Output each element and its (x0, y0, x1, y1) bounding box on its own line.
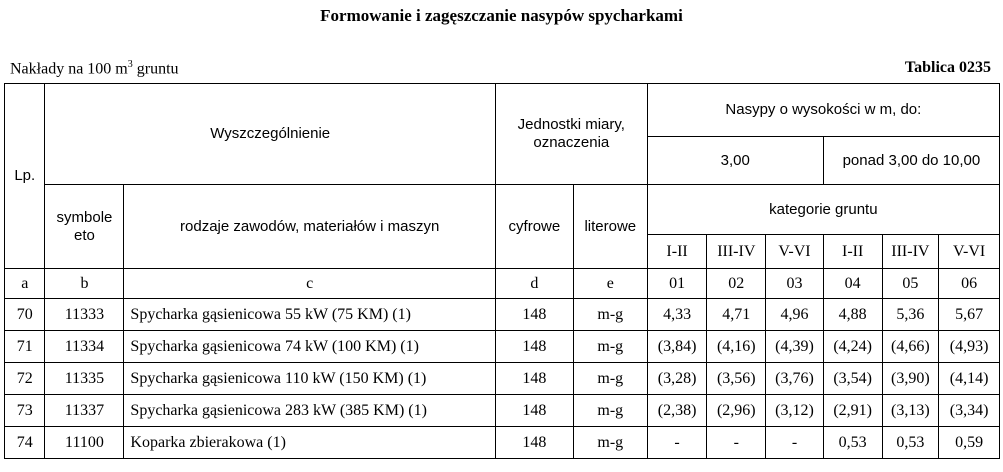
cell-lp: 72 (5, 363, 45, 395)
cell-value: (2,91) (823, 395, 882, 427)
units-caption (10, 59, 179, 78)
cell-unit-code: 148 (495, 299, 573, 331)
header-rodzaje: rodzaje zawodów, materiałów i maszyn (124, 185, 495, 269)
cell-value: (2,38) (647, 395, 707, 427)
header-kategorie: kategorie gruntu (647, 185, 999, 235)
column-letter: b (45, 269, 124, 299)
table-row (5, 363, 1000, 395)
column-letter: d (495, 269, 573, 299)
header-nasypy: Nasypy o wysokości w m, do: (647, 84, 999, 137)
cell-lp: 70 (5, 299, 45, 331)
cell-value: (4,66) (882, 331, 939, 363)
cell-value: - (707, 427, 766, 459)
cell-value: 4,33 (647, 299, 707, 331)
cell-value: 0,59 (939, 427, 1000, 459)
cell-name: Spycharka gąsienicowa 74 kW (100 KM) (1) (124, 331, 495, 363)
column-letter: 04 (823, 269, 882, 299)
cell-value: (3,90) (882, 363, 939, 395)
column-letter-row (5, 269, 1000, 299)
cell-unit: m-g (573, 299, 647, 331)
cell-name: Spycharka gąsienicowa 110 kW (150 KM) (1) (124, 363, 495, 395)
cell-unit: m-g (573, 427, 647, 459)
cell-lp: 74 (5, 427, 45, 459)
cell-unit: m-g (573, 363, 647, 395)
cell-value: (3,34) (939, 395, 1000, 427)
table-row (5, 427, 1000, 459)
cell-value: 4,96 (766, 299, 824, 331)
cell-symbol: 11335 (45, 363, 124, 395)
cell-value: (3,56) (707, 363, 766, 395)
header-height-2: ponad 3,00 do 10,00 (823, 137, 999, 185)
cell-name: Spycharka gąsienicowa 283 kW (385 KM) (1) (124, 395, 495, 427)
cell-value: 5,36 (882, 299, 939, 331)
cell-lp: 71 (5, 331, 45, 363)
column-letter: 05 (882, 269, 939, 299)
cell-value: 4,88 (823, 299, 882, 331)
header-category: III-IV (707, 235, 766, 269)
cell-lp: 73 (5, 395, 45, 427)
cell-unit-code: 148 (495, 427, 573, 459)
header-height-1: 3,00 (647, 137, 823, 185)
table-row (5, 331, 1000, 363)
header-wyszczegolnienie: Wyszczególnienie (45, 84, 495, 185)
cell-value: - (647, 427, 707, 459)
column-letter: 02 (707, 269, 766, 299)
cell-unit-code: 148 (495, 363, 573, 395)
cell-value: 0,53 (823, 427, 882, 459)
header-cyfrowe: cyfrowe (495, 185, 573, 269)
cell-value: (4,16) (707, 331, 766, 363)
cell-symbol: 11334 (45, 331, 124, 363)
header-category: I-II (647, 235, 707, 269)
cell-value: (3,13) (882, 395, 939, 427)
header-literowe: literowe (573, 185, 647, 269)
cell-name: Koparka zbierakowa (1) (124, 427, 495, 459)
cell-symbol: 11333 (45, 299, 124, 331)
cell-value: - (766, 427, 824, 459)
cell-symbol: 11100 (45, 427, 124, 459)
header-symbole: symbole eto (45, 185, 124, 269)
cell-value: (2,96) (707, 395, 766, 427)
column-letter: c (124, 269, 495, 299)
cell-value: (4,93) (939, 331, 1000, 363)
cell-value: (3,28) (647, 363, 707, 395)
cell-unit: m-g (573, 331, 647, 363)
column-letter: e (573, 269, 647, 299)
cell-value: (3,76) (766, 363, 824, 395)
cell-unit-code: 148 (495, 331, 573, 363)
cell-value: 0,53 (882, 427, 939, 459)
document-title: Formowanie i zagęszczanie nasypów spycharkami (320, 6, 683, 25)
table-row (5, 299, 1000, 331)
cell-unit: m-g (573, 395, 647, 427)
header-lp: Lp. (5, 84, 45, 269)
cell-value: (3,12) (766, 395, 824, 427)
units-label: Nakłady na 100 m (10, 60, 128, 78)
cell-value: (4,24) (823, 331, 882, 363)
column-letter: 06 (939, 269, 1000, 299)
cell-value: 5,67 (939, 299, 1000, 331)
header-category: V-VI (766, 235, 824, 269)
header-category: V-VI (939, 235, 1000, 269)
table-id: Tablica 0235 (904, 59, 991, 76)
norms-table (4, 83, 1000, 459)
column-letter: 01 (647, 269, 707, 299)
cell-value: (4,39) (766, 331, 824, 363)
cell-name: Spycharka gąsienicowa 55 kW (75 KM) (1) (124, 299, 495, 331)
cell-unit-code: 148 (495, 395, 573, 427)
header-jednostki: Jednostki miary, oznaczenia (495, 84, 647, 185)
table-row (5, 395, 1000, 427)
header-category: I-II (823, 235, 882, 269)
units-superscript: 3 (127, 59, 133, 70)
units-tail: gruntu (132, 60, 179, 78)
column-letter: 03 (766, 269, 824, 299)
column-letter: a (5, 269, 45, 299)
cell-symbol: 11337 (45, 395, 124, 427)
cell-value: 4,71 (707, 299, 766, 331)
cell-value: (4,14) (939, 363, 1000, 395)
header-category: III-IV (882, 235, 939, 269)
cell-value: (3,54) (823, 363, 882, 395)
cell-value: (3,84) (647, 331, 707, 363)
